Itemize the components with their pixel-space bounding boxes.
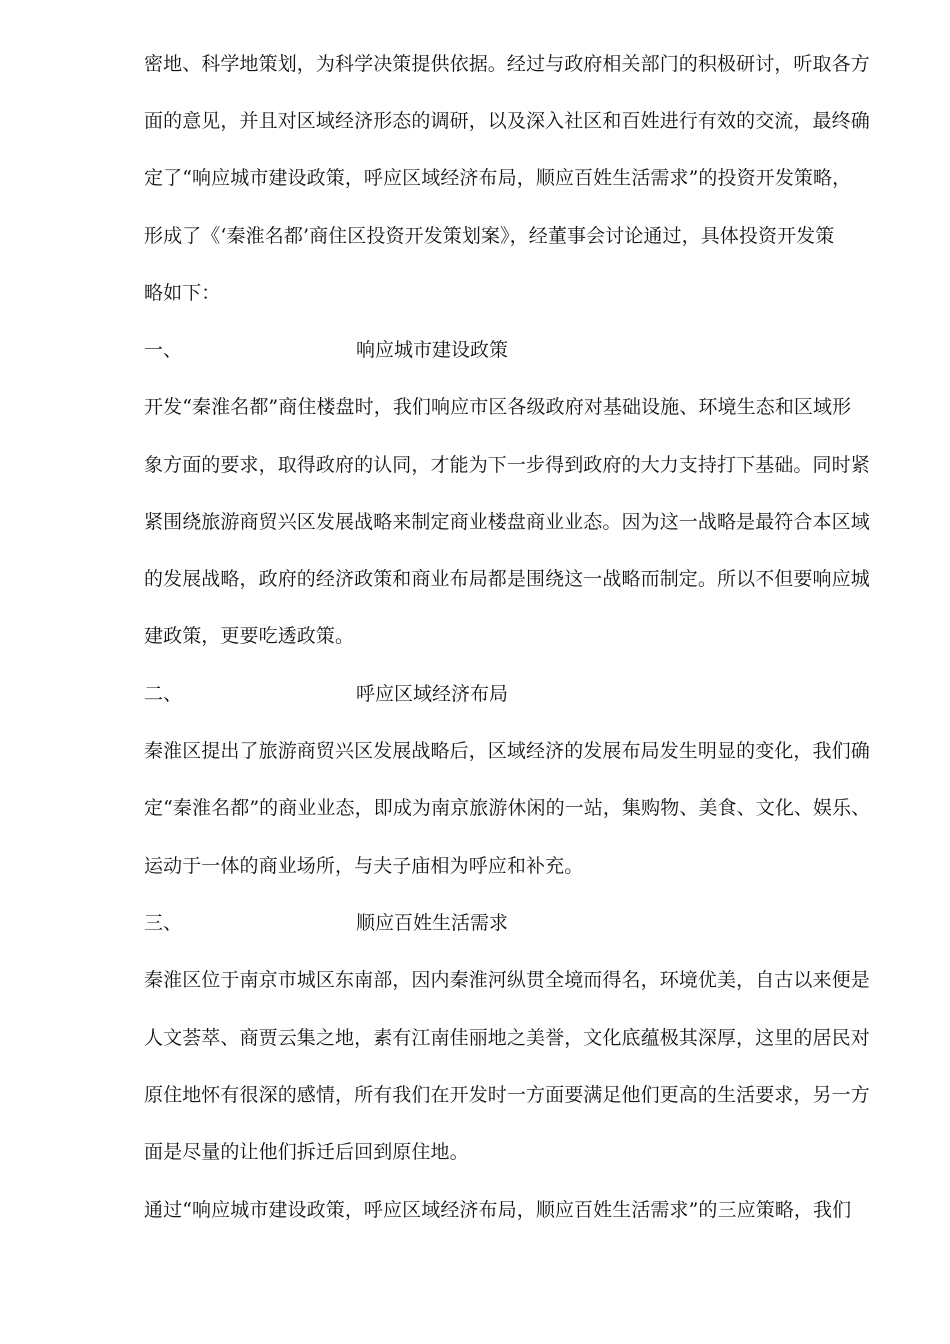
section-title: 响应城市建设政策 [356, 339, 509, 361]
section-title: 呼应区域经济布局 [356, 683, 509, 705]
intro-line: 密地、科学地策划，为科学决策提供依据。经过与政府相关部门的积极研讨，听取各方 [144, 53, 870, 75]
section-line: 面是尽量的让他们拆迁后回到原住地。 [144, 1141, 469, 1163]
intro-line: 定了“响应城市建设政策，呼应区域经济布局，顺应百姓生活需求”的投资开发策略， [144, 167, 852, 189]
section-number: 一、 [144, 339, 183, 361]
section-line: 秦淮区位于南京市城区东南部，因内秦淮河纵贯全境而得名，环境优美，自古以来便是 [144, 969, 870, 991]
section-number: 二、 [144, 683, 183, 705]
section-title: 顺应百姓生活需求 [356, 912, 509, 934]
intro-line: 形成了《‘秦淮名都’商住区投资开发策划案》，经董事会讨论通过，具体投资开发策 [144, 225, 835, 247]
intro-line: 略如下： [144, 282, 221, 304]
section-line: 运动于一体的商业场所，与夫子庙相为呼应和补充。 [144, 855, 584, 877]
section-line: 紧围绕旅游商贸兴区发展战略来制定商业楼盘商业业态。因为这一战略是最符合本区域 [144, 511, 870, 533]
section-line: 建政策，更要吃透政策。 [144, 625, 355, 647]
section-line: 象方面的要求，取得政府的认同，才能为下一步得到政府的大力支持打下基础。同时紧 [144, 454, 870, 476]
section-line: 的发展战略，政府的经济政策和商业布局都是围绕这一战略而制定。所以不但要响应城 [144, 568, 870, 590]
section-line: 原住地怀有很深的感情，所有我们在开发时一方面要满足他们更高的生活要求，另一方 [144, 1084, 870, 1106]
section-line: 人文荟萃、商贾云集之地，素有江南佳丽地之美誉，文化底蕴极其深厚，这里的居民对 [144, 1027, 870, 1049]
section-number: 三、 [144, 912, 183, 934]
section-line: 秦淮区提出了旅游商贸兴区发展战略后，区域经济的发展布局发生明显的变化，我们确 [144, 740, 870, 762]
section-line: 定“秦淮名都”的商业业态，即成为南京旅游休闲的一站，集购物、美食、文化、娱乐、 [144, 797, 871, 819]
section-line: 开发“秦淮名都”商住楼盘时，我们响应市区各级政府对基础设施、环境生态和区域形 [144, 396, 852, 418]
intro-line: 面的意见，并且对区域经济形态的调研，以及深入社区和百姓进行有效的交流，最终确 [144, 110, 870, 132]
closing-line: 通过“响应城市建设政策，呼应区域经济布局，顺应百姓生活需求”的三应策略，我们 [144, 1199, 852, 1221]
